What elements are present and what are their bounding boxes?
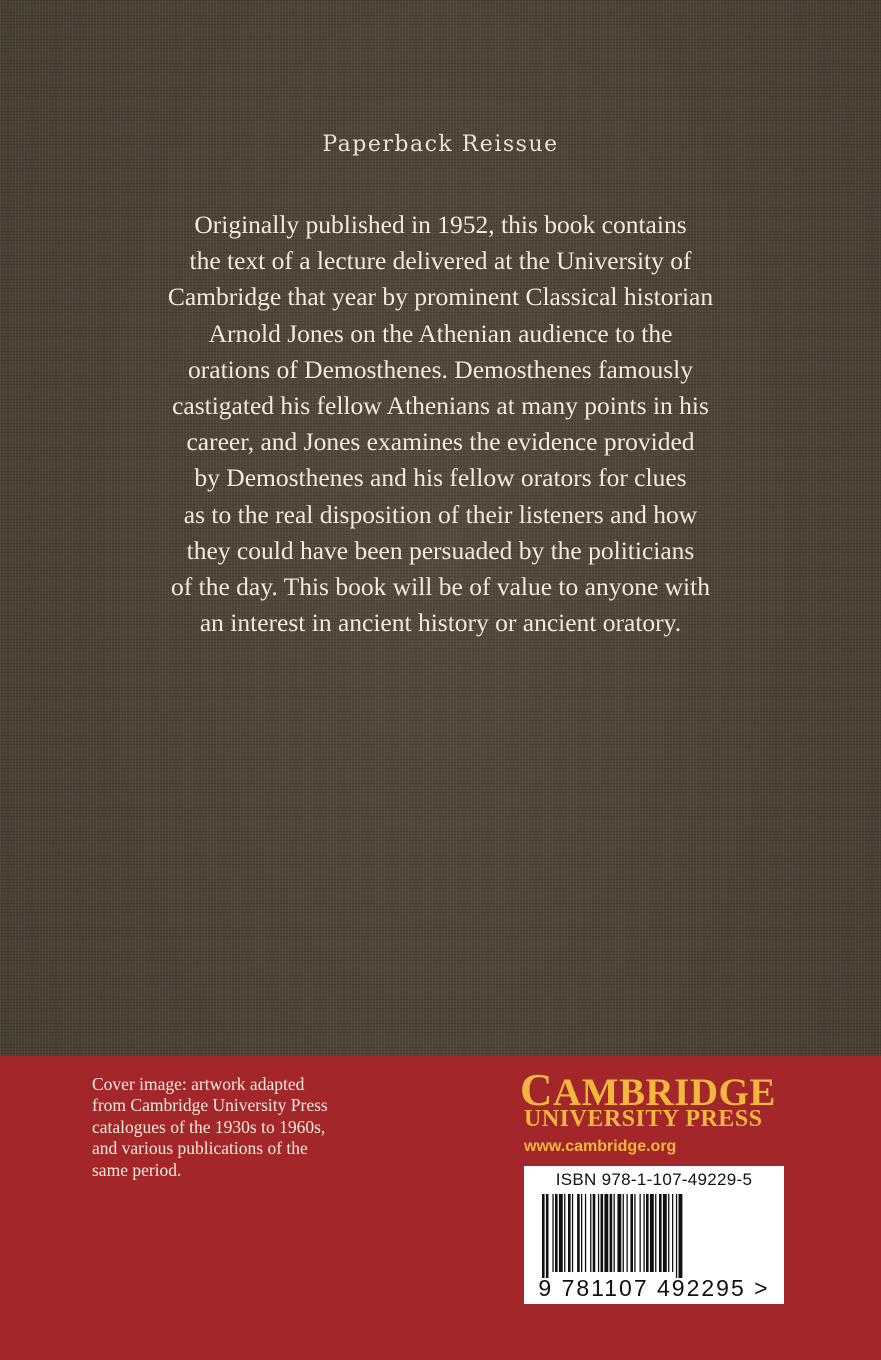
description-line: Arnold Jones on the Athenian audience to the	[208, 318, 673, 348]
description-line: orations of Demosthenes. Demosthenes famously	[188, 354, 693, 384]
description-line: the text of a lecture delivered at the University of	[189, 246, 692, 276]
publisher-name-rest: AMBRIDGE	[553, 1071, 776, 1114]
credit-line: same period.	[92, 1159, 182, 1180]
description-line: of the day. This book will be of value to anyone with	[171, 572, 710, 602]
description-line: Cambridge that year by prominent Classical historian	[167, 282, 714, 312]
series-label: Paperback Reissue	[322, 132, 559, 157]
publisher-name-initial: C	[520, 1065, 553, 1115]
barcode-icon	[542, 1194, 766, 1278]
description-line: as to the real disposition of their listeners and how	[183, 499, 698, 529]
credit-line: Cover image: artwork adapted	[92, 1074, 305, 1094]
cover-credit	[92, 1074, 382, 1181]
credit-line: catalogues of the 1930s to 1960s,	[92, 1116, 326, 1137]
publisher-url: www.cambridge.org	[524, 1138, 677, 1155]
description-line: castigated his fellow Athenians at many points in his	[172, 391, 709, 421]
publisher-subtitle: UNIVERSITY PRESS	[524, 1106, 763, 1132]
description-line: career, and Jones examines the evidence provided	[186, 427, 695, 457]
isbn-label: ISBN 978-1-107-49229-5	[555, 1170, 753, 1189]
description-line: by Demosthenes and his fellow orators for clues	[194, 463, 687, 493]
description-line: they could have been persuaded by the politicians	[186, 535, 695, 565]
credit-line: from Cambridge University Press	[92, 1095, 328, 1116]
description-line: Originally published in 1952, this book contains	[194, 210, 687, 239]
book-description	[120, 207, 761, 641]
barcode-digits: 9 781107 492295 >	[538, 1275, 770, 1301]
isbn-barcode	[524, 1166, 784, 1304]
credit-line: and various publications of the	[92, 1138, 308, 1159]
description-line: an interest in ancient history or ancient oratory.	[199, 608, 682, 638]
